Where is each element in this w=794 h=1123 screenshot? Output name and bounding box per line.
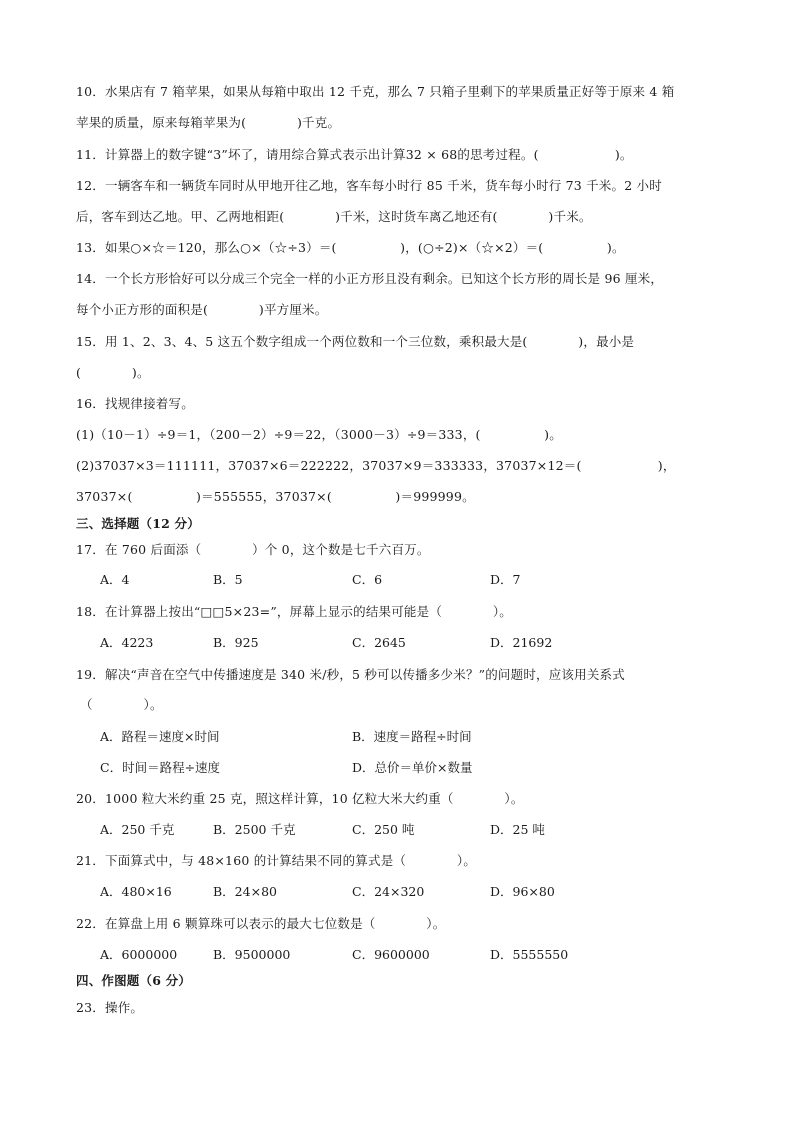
q19-stem-line-2: （ ）。: [80, 697, 163, 712]
q23-text: 23．操作。: [76, 1000, 144, 1015]
q22-stem: 22．在算盘上用 6 颗算珠可以表示的最大七位数是（ ）。: [76, 916, 446, 931]
q20-option-b[interactable]: B．2500 千克: [213, 822, 296, 837]
q14-line-2: 每个小正方形的面积是( )平方厘米。: [76, 302, 328, 317]
q21-option-d[interactable]: D．96×80: [490, 884, 555, 899]
q17-option-b[interactable]: B．5: [213, 572, 243, 587]
q16-line-3: (2)37037×3＝111111，37037×6＝222222，37037×9＝333333，37037×12＝( )，: [76, 458, 676, 473]
q20-option-c[interactable]: C．250 吨: [352, 822, 415, 837]
q19-stem-line-1: 19．解决“声音在空气中传播速度是 340 米/秒，5 秒可以传播多少米？”的问题时，应该用关系式: [76, 667, 625, 682]
q19-option-b[interactable]: B．速度＝路程÷时间: [352, 729, 472, 744]
q20-stem: 20．1000 粒大米约重 25 克，照这样计算，10 亿粒大米大约重（ ）。: [76, 791, 524, 806]
q22-option-c[interactable]: C．9600000: [352, 947, 430, 962]
q20-option-d[interactable]: D．25 吨: [490, 822, 545, 837]
q22-option-a[interactable]: A．6000000: [100, 947, 178, 962]
q21-option-a[interactable]: A．480×16: [100, 884, 172, 899]
q10-line-2: 苹果的质量，原来每箱苹果为( )千克。: [76, 115, 341, 130]
q17-option-c[interactable]: C．6: [352, 572, 383, 587]
q11-line-1: 11．计算器上的数字键“3”坏了，请用综合算式表示出计算32 × 68的思考过程。( )。: [76, 147, 633, 162]
q18-option-a[interactable]: A．4223: [100, 635, 154, 650]
q16-line-1: 16．找规律接着写。: [76, 396, 194, 411]
q19-option-a[interactable]: A．路程＝速度×时间: [100, 729, 220, 744]
q18-stem: 18．在计算器上按出“□□5×23=”，屏幕上显示的结果可能是（ ）。: [76, 604, 512, 619]
q21-option-c[interactable]: C．24×320: [352, 884, 425, 899]
q20-option-a[interactable]: A．250 千克: [100, 822, 175, 837]
q15-line-1: 15．用 1、2、3、4、5 这五个数字组成一个两位数和一个三位数，乘积最大是( )，最小是: [76, 334, 635, 349]
q14-line-1: 14．一个长方形恰好可以分成三个完全一样的小正方形且没有剩余。已知这个长方形的周长是 96 厘米，: [76, 271, 664, 286]
q17-option-a[interactable]: A．4: [100, 572, 130, 587]
q22-option-b[interactable]: B．9500000: [213, 947, 291, 962]
q12-line-2: 后，客车到达乙地。甲、乙两地相距( )千米，这时货车离乙地还有( )千米。: [76, 209, 592, 224]
section-3-title: 三、选择题（12 分）: [76, 516, 200, 531]
q15-line-2: ( )。: [76, 365, 150, 380]
q12-line-1: 12．一辆客车和一辆货车同时从甲地开往乙地，客车每小时行 85 千米，货车每小时行 73 千米。2 小时: [76, 178, 662, 193]
q21-option-b[interactable]: B．24×80: [213, 884, 277, 899]
q13-line-1: 13．如果○×☆＝120，那么○×（☆÷3）＝( )，(○÷2)×（☆×2）＝( )。: [76, 240, 625, 255]
q21-stem: 21．下面算式中，与 48×160 的计算结果不同的算式是（ ）。: [76, 853, 477, 868]
q17-option-d[interactable]: D．7: [490, 572, 521, 587]
q16-line-4: 37037×( )＝555555，37037×( )＝999999。: [76, 489, 475, 504]
q22-option-d[interactable]: D．5555550: [490, 947, 569, 962]
q18-option-c[interactable]: C．2645: [352, 635, 406, 650]
q19-option-c[interactable]: C．时间＝路程÷速度: [100, 760, 221, 775]
q19-option-d[interactable]: D．总价＝单价×数量: [352, 760, 473, 775]
q10-line-1: 10．水果店有 7 箱苹果，如果从每箱中取出 12 千克，那么 7 只箱子里剩下的苹果质量正好等于原来 4 箱: [76, 84, 675, 99]
q18-option-b[interactable]: B．925: [213, 635, 259, 650]
q16-line-2: (1)（10－1）÷9＝1，（200－2）÷9＝22，（3000－3）÷9＝333，( )。: [76, 427, 562, 442]
q17-stem: 17．在 760 后面添（ ）个 0，这个数是七千六百万。: [76, 542, 430, 557]
q18-option-d[interactable]: D．21692: [490, 635, 553, 650]
section-4-title: 四、作图题（6 分）: [76, 973, 192, 988]
